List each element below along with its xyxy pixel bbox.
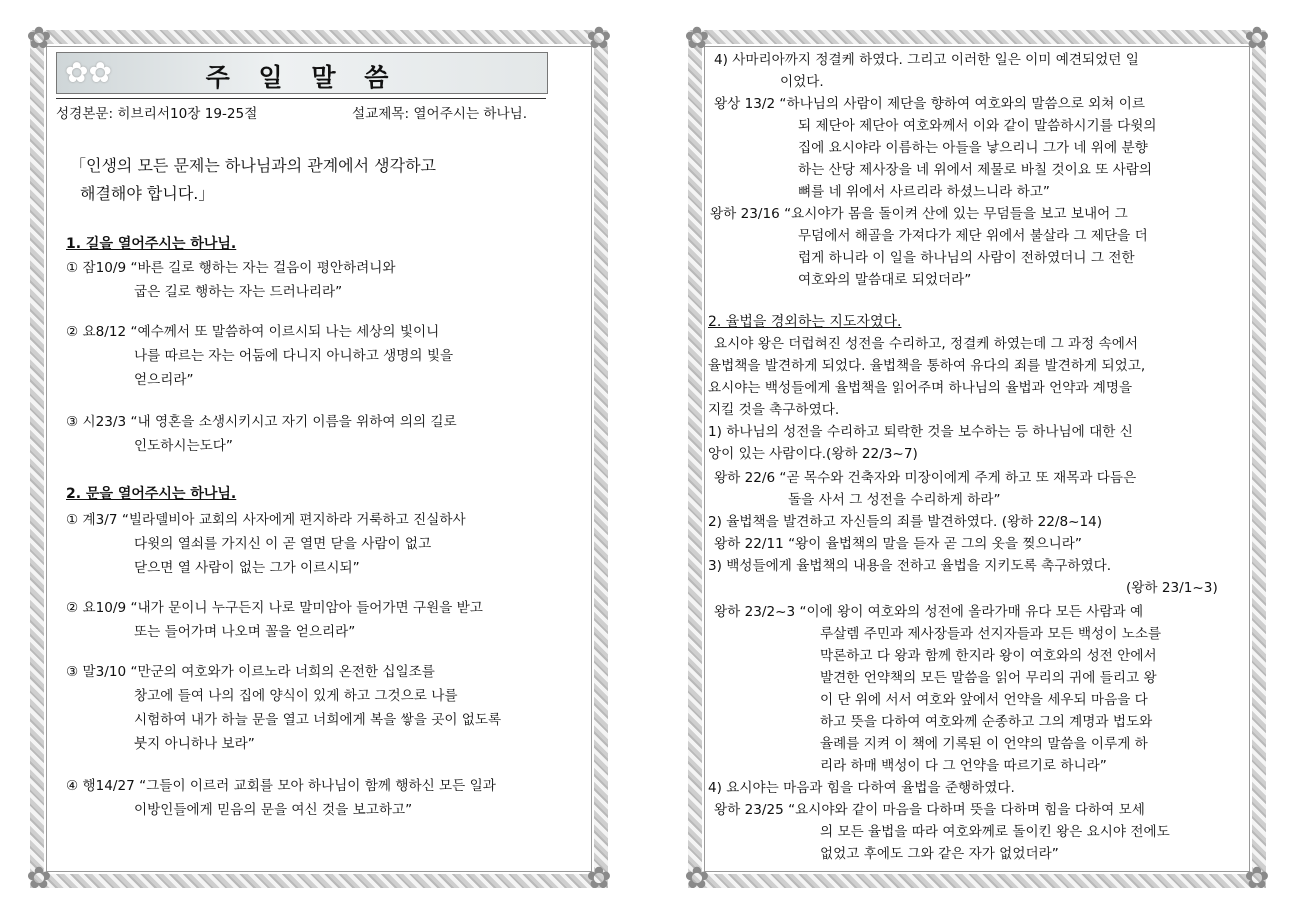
body-line: 4) 사마리아까지 정결케 하였다. 그리고 이러한 일은 이미 예견되었던 일 [714, 52, 1139, 68]
verse-line: 나를 따르는 자는 어둠에 다니지 아니하고 생명의 빛을 [134, 348, 454, 364]
section-heading: 2. 문을 열어주시는 하나님. [66, 486, 237, 502]
body-line: 막론하고 다 왕과 함께 한지라 왕이 여호와의 성전 안에서 [820, 648, 1157, 664]
flower-ornament-icon: ✿ [684, 861, 710, 896]
body-line: 하는 산당 제사장을 네 위에서 제물로 바칠 것이요 또 사람의 [798, 162, 1153, 178]
body-line: 왕하 23/16 “요시야가 몸을 돌이켜 산에 있는 무덤들을 보고 보내어 그 [710, 206, 1128, 222]
body-line: 하고 뜻을 다하여 여호와께 순종하고 그의 계명과 법도와 [820, 714, 1153, 730]
body-line: 리라 하매 백성이 다 그 언약을 따르기로 하니라” [820, 758, 1107, 774]
body-line: 왕하 22/6 “곧 목수와 건축자와 미장이에게 주게 하고 또 재목과 다듬은 [714, 470, 1137, 486]
body-line: 돌을 사서 그 성전을 수리하게 하라” [788, 492, 1001, 508]
verse-line: 이방인들에게 믿음의 문을 여신 것을 보고하고” [134, 802, 413, 818]
body-line: 요시야는 백성들에게 율법책을 읽어주며 하나님의 율법과 언약과 계명을 [708, 380, 1133, 396]
body-line: 뼈를 네 위에서 사르리라 하셨느니라 하고” [798, 184, 1050, 200]
body-line: 앙이 있는 사람이다.(왕하 22/3~7) [708, 446, 918, 462]
verse-line: ③ 시23/3 “내 영혼을 소생시키시고 자기 이름을 위하여 의의 길로 [66, 414, 457, 430]
body-line: 없었고 후에도 그와 같은 자가 없었더라” [820, 846, 1059, 862]
body-line: (왕하 23/1~3) [1126, 580, 1218, 596]
verse-line: 얻으리라” [134, 372, 194, 388]
verse-line: ② 요8/12 “예수께서 또 말씀하여 이르시되 나는 세상의 빛이니 [66, 324, 440, 340]
flower-ornament-icon: ✿ [1244, 861, 1270, 896]
flower-ornament-icon: ✿ [684, 21, 710, 56]
scripture-reference: 성경본문: 히브리서10장 19-25절 [56, 106, 258, 122]
body-line: 4) 요시야는 마음과 힘을 다하여 율법을 준행하였다. [708, 780, 1015, 796]
flower-ornament-icon: ✿ [586, 21, 612, 56]
body-line: 율례를 지켜 이 책에 기록된 이 언약의 말씀을 이루게 하 [820, 736, 1148, 752]
verse-line: 닫으면 열 사람이 없는 그가 이르시되” [134, 560, 360, 576]
body-line: 요시야 왕은 더럽혀진 성전을 수리하고, 정결케 하였는데 그 과정 속에서 [714, 336, 1139, 352]
section-heading: 2. 율법을 경외하는 지도자였다. [708, 314, 902, 330]
verse-line: ① 잠10/9 “바른 길로 행하는 자는 걸음이 평안하려니와 [66, 260, 396, 276]
right-page [684, 21, 1270, 896]
left-page [26, 21, 612, 896]
body-line: 왕하 22/11 “왕이 율법책의 말을 듣자 곧 그의 옷을 찢으니라” [714, 536, 1082, 552]
flower-ornament-icon: ✿ [26, 861, 52, 896]
body-line: 율법책을 발견하게 되었다. 율법책을 통하여 유다의 죄를 발견하게 되었고, [708, 358, 1146, 374]
body-line: 되 제단아 제단아 여호와께서 이와 같이 말씀하시기를 다윗의 [798, 118, 1157, 134]
body-line: 여호와의 말씀대로 되었더라” [798, 272, 972, 288]
flower-ornament-icon: ✿ [586, 861, 612, 896]
body-line: 1) 하나님의 성전을 수리하고 퇴락한 것을 보수하는 등 하나님에 대한 신 [708, 424, 1133, 440]
body-line: 왕하 23/2~3 “이에 왕이 여호와의 성전에 올라가매 유다 모든 사람과 예 [714, 604, 1144, 620]
body-line: 럽게 하니라 이 일을 하나님의 사람이 전하였더니 그 전한 [798, 250, 1135, 266]
page-title: 주 일 말 씀 [205, 63, 399, 92]
body-line: 집에 요시야라 이름하는 아들을 낳으리니 그가 네 위에 분향 [798, 140, 1148, 156]
verse-line: 인도하시는도다” [134, 438, 233, 454]
body-line: 왕상 13/2 “하나님의 사람이 제단을 향하여 여호와의 말씀으로 외쳐 이르 [714, 96, 1146, 112]
body-line: 의 모든 율법을 따라 여호와께로 돌이킨 왕은 요시야 전에도 [820, 824, 1170, 840]
flower-ornament-icon: ✿ [26, 21, 52, 56]
section-heading: 1. 길을 열어주시는 하나님. [66, 236, 237, 252]
verse-line: ③ 말3/10 “만군의 여호와가 이르노라 너희의 온전한 십일조를 [66, 664, 435, 680]
verse-line: ④ 행14/27 “그들이 이르러 교회를 모아 하나님이 함께 행하신 모든 일과 [66, 778, 496, 794]
body-line: 루살렘 주민과 제사장들과 선지자들과 모든 백성이 노소를 [820, 626, 1162, 642]
verse-line: 창고에 들여 나의 집에 양식이 있게 하고 그것으로 나를 [134, 688, 458, 704]
body-line: 발견한 언약책의 모든 말씀을 읽어 무리의 귀에 들리고 왕 [820, 670, 1157, 686]
body-line: 지킬 것을 촉구하였다. [708, 402, 840, 418]
verse-line: 또는 들어가며 나오며 꼴을 얻으리라” [134, 624, 356, 640]
sermon-title: 설교제목: 열어주시는 하나님. [352, 106, 528, 122]
verse-line: ① 계3/7 “빌라델비아 교회의 사자에게 편지하라 거룩하고 진실하사 [66, 512, 466, 528]
body-line: 이었다. [780, 74, 824, 90]
verse-line: 굽은 길로 행하는 자는 드러나리라” [134, 284, 343, 300]
flower-ornament-icon: ✿ [1244, 21, 1270, 56]
body-line: 2) 율법책을 발견하고 자신들의 죄를 발견하였다. (왕하 22/8~14) [708, 514, 1103, 530]
body-line: 3) 백성들에게 율법책의 내용을 전하고 율법을 지키도록 촉구하였다. [708, 558, 1112, 574]
verse-line: ② 요10/9 “내가 문이니 누구든지 나로 말미암아 들어가면 구원을 받고 [66, 600, 483, 616]
body-line: 이 단 위에 서서 여호와 앞에서 언약을 세우되 마음을 다 [820, 692, 1148, 708]
title-banner [56, 52, 548, 94]
body-line: 무덤에서 해골을 가져다가 제단 위에서 불살라 그 제단을 더 [798, 228, 1148, 244]
theme-line: 해결해야 합니다.」 [80, 184, 215, 203]
theme-line: 「인생의 모든 문제는 하나님과의 관계에서 생각하고 [70, 156, 437, 175]
verse-line: 시험하여 내가 하늘 문을 열고 너희에게 복을 쌓을 곳이 없도록 [134, 712, 502, 728]
verse-line: 붓지 아니하나 보라” [134, 736, 255, 752]
verse-line: 다윗의 열쇠를 가지신 이 곧 열면 닫을 사람이 없고 [134, 536, 432, 552]
body-line: 왕하 23/25 “요시야와 같이 마음을 다하며 뜻을 다하며 힘을 다하여 모세 [714, 802, 1145, 818]
title-rule [56, 98, 546, 99]
daisy-icon: ✿✿ [65, 56, 112, 89]
